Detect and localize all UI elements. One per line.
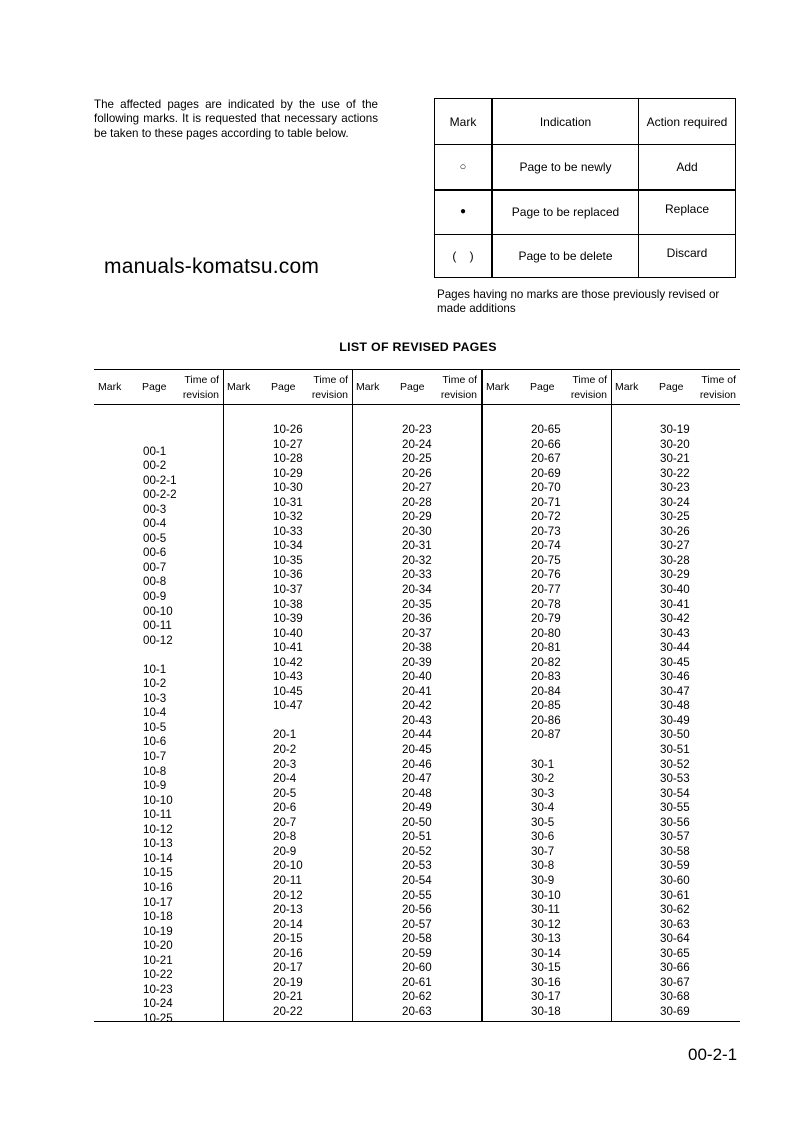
- watermark-text: manuals-komatsu.com: [104, 255, 320, 278]
- page-entry: 10-47: [273, 699, 303, 713]
- page-column-1: [143, 430, 177, 1026]
- page-entry: 20-14: [273, 917, 303, 931]
- page-entry: 10-38: [273, 597, 303, 611]
- page-entry: 10-35: [273, 553, 303, 567]
- page-entry: 10-6: [143, 735, 167, 749]
- page-entry: 20-45: [402, 743, 432, 757]
- page-entry: 20-50: [402, 815, 432, 829]
- revised-pages-table: [94, 369, 740, 1025]
- page-entry: 20-82: [531, 655, 561, 669]
- page-entry: 20-57: [402, 917, 432, 931]
- header-time-line2: revision: [699, 388, 736, 401]
- header-time-line1: Time of: [313, 374, 348, 386]
- header-time-of-revision: [183, 373, 219, 402]
- page-entry: 00-3: [143, 502, 167, 516]
- page-entry: 20-39: [402, 655, 432, 669]
- page-entry: 20-25: [402, 452, 432, 466]
- page-entry: 10-16: [143, 880, 173, 894]
- page-entry: 20-70: [531, 481, 561, 495]
- header-page: Page: [271, 381, 296, 393]
- page-entry: [143, 648, 177, 663]
- page-entry: 20-11: [273, 873, 302, 887]
- page-entry: 10-17: [143, 895, 173, 909]
- page-entry: 20-43: [402, 713, 432, 727]
- header-mark: Mark: [615, 381, 639, 393]
- page-entry: 30-12: [531, 917, 561, 931]
- page-entry: 20-52: [402, 844, 432, 858]
- page-entry: 10-39: [273, 612, 303, 626]
- page-entry: 10-11: [143, 808, 172, 822]
- header-time-of-revision: [700, 373, 736, 402]
- page-entry: 20-62: [402, 990, 432, 1004]
- page-entry: 20-67: [531, 452, 561, 466]
- page-entry: 30-42: [660, 612, 690, 626]
- page-entry: 10-9: [143, 779, 167, 793]
- page-column-4: [531, 423, 561, 1019]
- page-entry: 30-25: [660, 510, 690, 524]
- header-time-line1: Time of: [701, 374, 736, 386]
- page-entry: [531, 743, 561, 758]
- page-entry: 20-37: [402, 626, 432, 640]
- page-entry: 30-44: [660, 641, 690, 655]
- page-entry: 20-21: [273, 990, 303, 1004]
- header-time-of-revision: [571, 373, 607, 402]
- page-entry: 20-1: [273, 728, 297, 742]
- page-entry: 20-17: [273, 961, 303, 975]
- page-entry: 30-64: [660, 932, 690, 946]
- page-entry: 20-44: [402, 728, 432, 742]
- page-entry: 20-58: [402, 932, 432, 946]
- header-time-line1: Time of: [442, 374, 477, 386]
- column-divider: [223, 369, 224, 1022]
- column-group-header: [94, 369, 223, 404]
- page-entry: 30-20: [660, 437, 690, 451]
- column-divider: [611, 369, 612, 1022]
- legend-action-cell: [639, 189, 735, 234]
- legend-indication: Page to be newly: [493, 144, 639, 189]
- page-entry: 20-75: [531, 553, 561, 567]
- page-entry: 20-34: [402, 583, 432, 597]
- page-entry: 20-84: [531, 684, 561, 698]
- filled-circle-icon: ●: [435, 189, 493, 234]
- page-entry: 10-34: [273, 539, 303, 553]
- legend-indication: Page to be replaced: [493, 189, 639, 234]
- page-entry: 20-61: [402, 975, 432, 989]
- page-entry: 20-13: [273, 903, 303, 917]
- page-entry: 10-40: [273, 626, 303, 640]
- page-entry: 30-60: [660, 873, 690, 887]
- page-entry: 20-35: [402, 597, 432, 611]
- page-entry: 20-28: [402, 495, 432, 509]
- page-entry: 20-10: [273, 859, 303, 873]
- page-entry: 30-53: [660, 772, 690, 786]
- page-entry: 10-26: [273, 423, 303, 436]
- page-entry: 10-7: [143, 750, 167, 764]
- legend-action-cell: [639, 234, 735, 278]
- page-entry: [143, 430, 177, 445]
- page-entry: 30-18: [531, 1004, 561, 1018]
- header-page: Page: [659, 381, 684, 393]
- page-entry: 10-43: [273, 670, 303, 684]
- page-column-5: [660, 423, 690, 1019]
- header-time-line1: Time of: [184, 374, 219, 386]
- page-entry: 20-47: [402, 772, 432, 786]
- legend-header-row: [435, 99, 735, 145]
- page-entry: 20-53: [402, 859, 432, 873]
- column-group-header: [611, 369, 740, 404]
- page-entry: 00-11: [143, 619, 172, 633]
- page-entry: 10-1: [143, 662, 167, 676]
- page-entry: 30-63: [660, 917, 690, 931]
- legend-note: Pages having no marks are those previously revised or made additions: [437, 288, 720, 315]
- page-column-3: [402, 423, 432, 1019]
- column-divider: [481, 369, 483, 1022]
- page-entry: 30-23: [660, 481, 690, 495]
- page-entry: 20-54: [402, 873, 432, 887]
- page-entry: 30-11: [531, 903, 560, 917]
- legend-header-indication: Indication: [493, 99, 639, 144]
- page-entry: 20-38: [402, 641, 432, 655]
- page-entry: 10-24: [143, 997, 173, 1011]
- page-entry: 30-22: [660, 466, 690, 480]
- page-entry: 30-5: [531, 815, 555, 829]
- page-entry: 30-54: [660, 786, 690, 800]
- page-entry: 30-68: [660, 990, 690, 1004]
- page-entry: 20-30: [402, 524, 432, 538]
- page-entry: 10-41: [273, 641, 303, 655]
- page-entry: 10-20: [143, 939, 173, 953]
- page-column-2: [273, 423, 303, 1019]
- page-entry: 30-8: [531, 859, 555, 873]
- page-entry: 30-24: [660, 495, 690, 509]
- page-entry: 20-32: [402, 553, 432, 567]
- page-entry: 20-65: [531, 423, 561, 436]
- page-entry: 30-7: [531, 844, 555, 858]
- page-entry: 20-19: [273, 975, 303, 989]
- legend-header-action: Action required: [646, 114, 728, 129]
- page-entry: 00-4: [143, 517, 167, 531]
- page-entry: 30-10: [531, 888, 561, 902]
- page-entry: 00-1: [143, 444, 167, 458]
- page-entry: 30-48: [660, 699, 690, 713]
- header-page: Page: [530, 381, 555, 393]
- page-entry: 20-4: [273, 772, 297, 786]
- page-entry: 20-59: [402, 946, 432, 960]
- page-entry: 30-56: [660, 815, 690, 829]
- page-entry: 10-3: [143, 691, 167, 705]
- page-entry: 10-13: [143, 837, 173, 851]
- table-bottom-border: [94, 1021, 740, 1022]
- intro-paragraph: The affected pages are indicated by the use of the following marks. It is requested that necessary actions be taken to these pages according to table below.: [94, 98, 378, 140]
- page-entry: 20-66: [531, 437, 561, 451]
- page-entry: 30-51: [660, 743, 690, 757]
- header-time-of-revision: [441, 373, 477, 402]
- header-mark: Mark: [227, 381, 251, 393]
- page-entry: 20-51: [402, 830, 432, 844]
- page-entry: 10-2: [143, 677, 167, 691]
- page-entry: 20-48: [402, 786, 432, 800]
- page-entry: 20-2: [273, 743, 297, 757]
- page-entry: 30-66: [660, 961, 690, 975]
- page-entry: 30-57: [660, 830, 690, 844]
- page-entry: 30-28: [660, 553, 690, 567]
- page-entry: 20-60: [402, 961, 432, 975]
- page-entry: 30-67: [660, 975, 690, 989]
- page-entry: 30-21: [660, 452, 690, 466]
- page-entry: 30-6: [531, 830, 555, 844]
- page-entry: 30-15: [531, 961, 561, 975]
- page-entry: 20-41: [402, 684, 432, 698]
- page-entry: 10-10: [143, 793, 173, 807]
- page-entry: 10-36: [273, 568, 303, 582]
- page-entry: 00-6: [143, 546, 167, 560]
- page-entry: 20-79: [531, 612, 561, 626]
- page-entry: 00-2-1: [143, 473, 177, 487]
- page-entry: 20-42: [402, 699, 432, 713]
- page-entry: 10-27: [273, 437, 303, 451]
- page-entry: 10-12: [143, 822, 173, 836]
- page-entry: 20-5: [273, 786, 297, 800]
- page-entry: 20-49: [402, 801, 432, 815]
- column-group-header: [482, 369, 611, 404]
- open-circle-icon: ○: [435, 144, 493, 189]
- header-mark: Mark: [98, 381, 122, 393]
- page-entry: 30-40: [660, 583, 690, 597]
- page-entry: 30-61: [660, 888, 690, 902]
- page-entry: 10-15: [143, 866, 173, 880]
- page-entry: 10-22: [143, 968, 173, 982]
- page-entry: 20-23: [402, 423, 432, 436]
- page-entry: 20-8: [273, 830, 297, 844]
- page-entry: 20-15: [273, 932, 303, 946]
- page-entry: 10-31: [273, 495, 303, 509]
- page-entry: 20-74: [531, 539, 561, 553]
- column-group-header: [223, 369, 352, 404]
- page-entry: 30-14: [531, 946, 561, 960]
- page-entry: [273, 714, 303, 729]
- page-entry: 00-9: [143, 590, 167, 604]
- page-entry: 20-24: [402, 437, 432, 451]
- header-time-line2: revision: [182, 388, 219, 401]
- page-number: 00-2-1: [688, 1045, 738, 1064]
- page-entry: 20-78: [531, 597, 561, 611]
- page-entry: 10-5: [143, 720, 167, 734]
- page-entry: 00-8: [143, 575, 167, 589]
- page-entry: 30-13: [531, 932, 561, 946]
- marks-legend-table: [434, 98, 736, 278]
- header-mark: Mark: [486, 381, 510, 393]
- page-entry: 10-42: [273, 655, 303, 669]
- page-entry: 10-29: [273, 466, 303, 480]
- page-entry: 30-69: [660, 1004, 690, 1018]
- page-entry: 10-4: [143, 706, 167, 720]
- page-entry: 30-26: [660, 524, 690, 538]
- header-mark: Mark: [356, 381, 380, 393]
- page-entry: 20-55: [402, 888, 432, 902]
- list-title: LIST OF REVISED PAGES: [339, 340, 497, 354]
- legend-row-discard: [435, 234, 735, 278]
- page-entry: 20-81: [531, 641, 561, 655]
- page-entry: 00-2: [143, 459, 167, 473]
- legend-action: Add: [676, 159, 698, 174]
- page-entry: 30-52: [660, 757, 690, 771]
- header-time-line2: revision: [570, 388, 607, 401]
- page-entry: 00-7: [143, 560, 167, 574]
- page-entry: 30-62: [660, 903, 690, 917]
- legend-action: Replace: [664, 201, 710, 216]
- page-entry: 20-22: [273, 1004, 303, 1018]
- page-entry: 00-10: [143, 604, 173, 618]
- page-entry: 10-25: [143, 1011, 173, 1025]
- page-entry: 30-2: [531, 772, 555, 786]
- header-time-line2: revision: [440, 388, 477, 401]
- page-entry: 20-40: [402, 670, 432, 684]
- page-entry: 20-31: [402, 539, 432, 553]
- page-entry: 30-55: [660, 801, 690, 815]
- page-entry: 30-17: [531, 990, 561, 1004]
- page-entry: 30-4: [531, 801, 555, 815]
- page-entry: 10-30: [273, 481, 303, 495]
- page-entry: 10-45: [273, 684, 303, 698]
- page-entry: 10-37: [273, 583, 303, 597]
- page-entry: 10-18: [143, 910, 173, 924]
- page-entry: 20-12: [273, 888, 303, 902]
- page-entry: 00-2-2: [143, 488, 177, 502]
- header-page: Page: [400, 381, 425, 393]
- page-entry: 20-87: [531, 728, 561, 742]
- legend-row-replace: [435, 189, 735, 235]
- page-entry: 20-72: [531, 510, 561, 524]
- header-time-of-revision: [312, 373, 348, 402]
- page-entry: 20-85: [531, 699, 561, 713]
- page-entry: 30-29: [660, 568, 690, 582]
- page-entry: 20-76: [531, 568, 561, 582]
- page-entry: 10-23: [143, 982, 173, 996]
- page-entry: 20-33: [402, 568, 432, 582]
- page-entry: 20-7: [273, 815, 297, 829]
- page-entry: 30-9: [531, 873, 555, 887]
- page-entry: 20-6: [273, 801, 297, 815]
- page-entry: 30-49: [660, 713, 690, 727]
- column-divider: [352, 369, 353, 1022]
- legend-row-add: [435, 144, 735, 191]
- parentheses-icon: ( ): [435, 234, 493, 278]
- page-entry: 30-41: [660, 597, 690, 611]
- page-entry: 20-71: [531, 495, 561, 509]
- page-entry: 10-19: [143, 924, 173, 938]
- legend-action: Discard: [666, 246, 708, 260]
- page-entry: 10-32: [273, 510, 303, 524]
- page-entry: 30-45: [660, 655, 690, 669]
- page-entry: 20-3: [273, 757, 297, 771]
- page-entry: 20-73: [531, 524, 561, 538]
- page-entry: 10-28: [273, 452, 303, 466]
- page-entry: 20-46: [402, 757, 432, 771]
- page-entry: 20-77: [531, 583, 561, 597]
- page-entry: 20-56: [402, 903, 432, 917]
- page-entry: 10-14: [143, 851, 173, 865]
- page-entry: 10-21: [143, 953, 173, 967]
- page-entry: 10-8: [143, 764, 167, 778]
- page-entry: 30-59: [660, 859, 690, 873]
- page-entry: 30-1: [531, 757, 555, 771]
- page-entry: 20-86: [531, 713, 561, 727]
- page-entry: 30-16: [531, 975, 561, 989]
- page-entry: 30-50: [660, 728, 690, 742]
- header-time-line1: Time of: [572, 374, 607, 386]
- column-group-header: [352, 369, 481, 404]
- legend-indication: Page to be delete: [493, 234, 639, 278]
- page-entry: 00-12: [143, 633, 173, 647]
- page-entry: 20-29: [402, 510, 432, 524]
- page-entry: 20-26: [402, 466, 432, 480]
- page-entry: 30-19: [660, 423, 690, 436]
- page-entry: 30-47: [660, 684, 690, 698]
- page-entry: 20-63: [402, 1004, 432, 1018]
- page-entry: 20-27: [402, 481, 432, 495]
- page-entry: 20-9: [273, 844, 297, 858]
- page-entry: 20-36: [402, 612, 432, 626]
- page-entry: 20-80: [531, 626, 561, 640]
- page-entry: 20-83: [531, 670, 561, 684]
- page-entry: 30-46: [660, 670, 690, 684]
- page-entry: 20-16: [273, 946, 303, 960]
- header-time-line2: revision: [311, 388, 348, 401]
- page-entry: 30-27: [660, 539, 690, 553]
- page-entry: 30-58: [660, 844, 690, 858]
- page-entry: 30-65: [660, 946, 690, 960]
- page-entry: 00-5: [143, 531, 167, 545]
- page-entry: 30-43: [660, 626, 690, 640]
- table-header-border: [94, 404, 740, 405]
- page-entry: 30-3: [531, 786, 555, 800]
- page-entry: 20-69: [531, 466, 561, 480]
- page-entry: 10-33: [273, 524, 303, 538]
- legend-header-mark: Mark: [435, 99, 493, 144]
- header-page: Page: [142, 381, 167, 393]
